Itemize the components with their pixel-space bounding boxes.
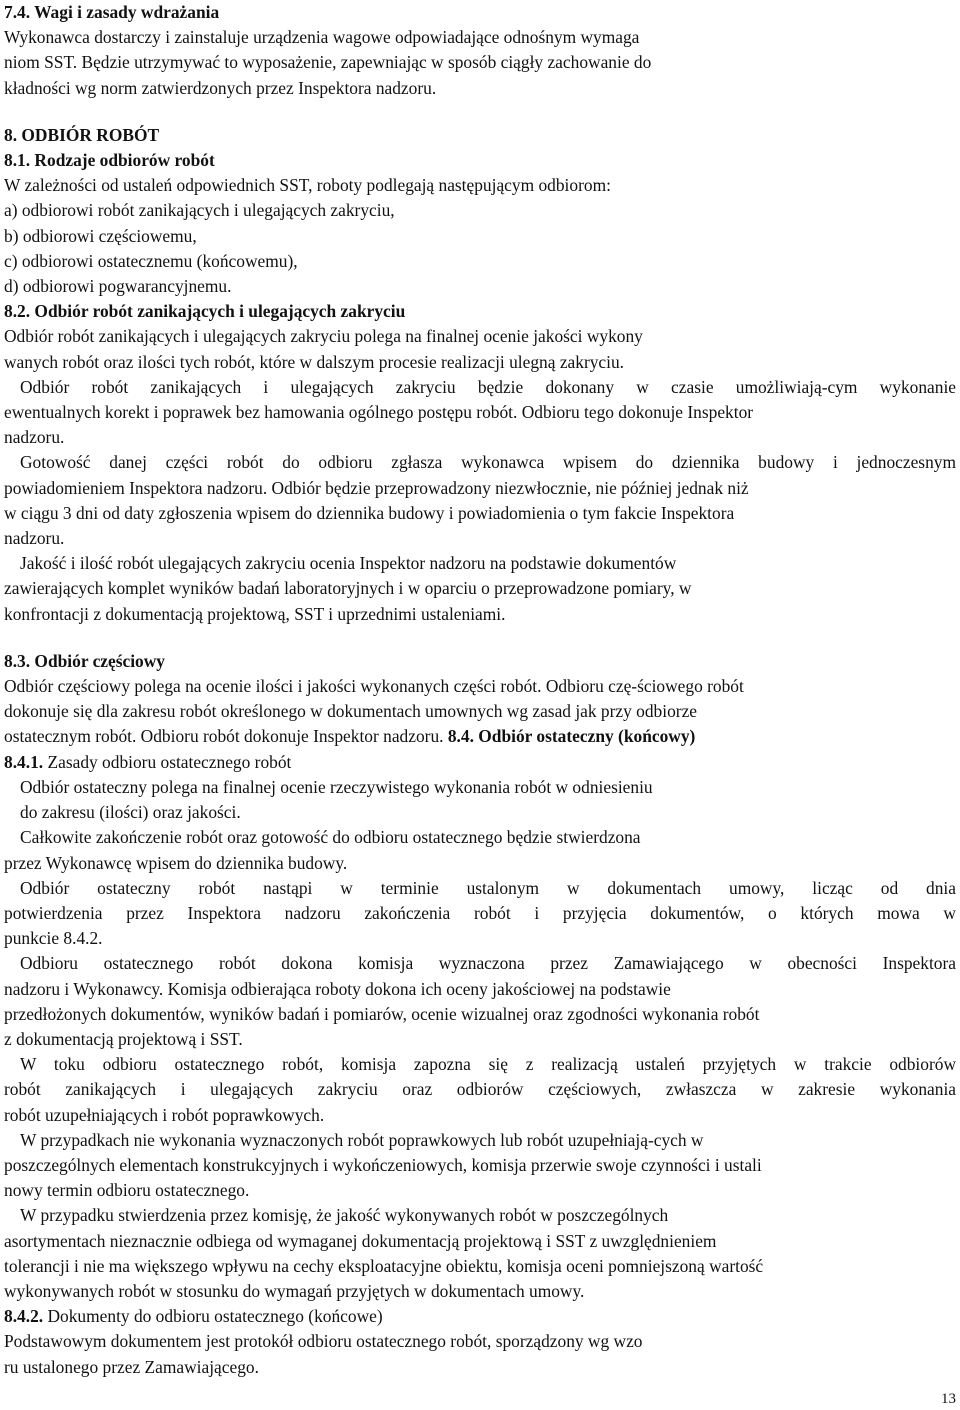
text-line: Odbiór robót zanikających i ulegających zakryciu będzie dokonany w czasie umożliwiają-cym wykonanie	[20, 376, 956, 397]
section-heading: 8.2. Odbiór robót zanikających i ulegających zakryciu	[4, 301, 406, 322]
section-heading: 8.1. Rodzaje odbiorów robót	[4, 150, 215, 171]
text-line: do zakresu (ilości) oraz jakości.	[20, 802, 241, 823]
page-number: 13	[941, 1391, 956, 1407]
text-line: b) odbiorowi częściowemu,	[4, 225, 197, 246]
section-heading: 7.4. Wagi i zasady wdrażania	[4, 2, 220, 22]
text-line: d) odbiorowi pogwarancyjnemu.	[4, 276, 232, 297]
text-line: Podstawowym dokumentem jest protokół odbioru ostatecznego robót, sporządzony wg wzo	[4, 1331, 643, 1352]
text-line: przez Wykonawcę wpisem do dziennika budowy.	[4, 852, 348, 873]
text-line: punkcie 8.4.2.	[4, 928, 103, 949]
text-line: nadzoru.	[4, 427, 65, 448]
text-line: W toku odbioru ostatecznego robót, komisja zapozna się z realizacją ustaleń przyjętych w trakcie odbiorów	[20, 1054, 956, 1075]
text-line: robót zanikających i ulegających zakryciu oraz odbiorów częściowych, zwłaszcza w zakresie wykonania	[4, 1079, 956, 1100]
text-line: Odbiór ostateczny robót nastąpi w terminie ustalonym w dokumentach umowy, licząc od dnia	[20, 877, 956, 898]
text-line: nadzoru.	[4, 528, 65, 549]
text-line: W zależności od ustaleń odpowiednich SST, roboty podlegają następującym odbiorom:	[4, 175, 611, 196]
text-line: Odbiór robót zanikających i ulegających zakryciu polega na finalnej ocenie jakości wykony	[4, 326, 643, 347]
text-line	[4, 750, 956, 775]
text-line: powiadomieniem Inspektora nadzoru. Odbiór będzie przeprowadzony niezwłocznie, nie później jednak niż	[4, 477, 749, 498]
text-line: niom SST. Będzie utrzymywać to wyposażenie, zapewniając w sposób ciągły zachowanie do	[4, 52, 652, 73]
paragraph-gap	[4, 627, 956, 649]
text-line: ru ustalonego przez Zamawiającego.	[4, 1356, 259, 1377]
text-line: ewentualnych korekt i poprawek bez hamowania ogólnego postępu robót. Odbioru tego dokonuje Inspektor	[4, 402, 754, 423]
inline-heading: 8.3. Odbiór częściowy	[4, 650, 166, 671]
text-line: a) odbiorowi robót zanikających i ulegających zakryciu,	[4, 200, 395, 221]
text-line: konfrontacji z dokumentacją projektową, SST i uprzednimi ustaleniami.	[4, 603, 506, 624]
inline-text: Zasady odbioru ostatecznego robót	[47, 751, 292, 772]
inline-heading: 8.4. Odbiór ostateczny (końcowy)	[447, 726, 696, 747]
text-line: nadzoru i Wykonawcy. Komisja odbierająca roboty dokona ich oceny jakościowej na podstawie	[4, 978, 671, 999]
text-line	[4, 724, 956, 749]
text-line: tolerancji i nie ma większego wpływu na cechy eksploatacyjne obiektu, komisja oceni pomniejszoną wartość	[4, 1255, 764, 1276]
text-line: Odbiór ostateczny polega na finalnej ocenie rzeczywistego wykonania robót w odniesieniu	[20, 776, 653, 797]
text-line: zawierających komplet wyników badań laboratoryjnych i w oparciu o przeprowadzone pomiary, w	[4, 578, 692, 599]
text-line	[4, 1304, 956, 1329]
text-line: wykonywanych robót w stosunku do wymagań przyjętych w dokumentach umowy.	[4, 1280, 585, 1301]
text-line: w ciągu 3 dni od daty zgłoszenia wpisem do dziennika budowy i powiadomienia o tym fakcie Inspektora	[4, 502, 735, 523]
text-line: c) odbiorowi ostatecznemu (końcowemu),	[4, 250, 298, 271]
text-line: W przypadku stwierdzenia przez komisję, że jakość wykonywanych robót w poszczególnych	[20, 1205, 669, 1226]
paragraph-gap	[4, 101, 956, 123]
text-line: nowy termin odbioru ostatecznego.	[4, 1180, 250, 1201]
text-line: W przypadkach nie wykonania wyznaczonych robót poprawkowych lub robót uzupełniają-cych w	[20, 1129, 704, 1150]
inline-text: ostatecznym robót. Odbioru robót dokonuje Inspektor nadzoru.	[4, 726, 448, 747]
inline-heading: 8.4.2.	[4, 1306, 48, 1327]
text-line: asortymentach nieznacznie odbiega od wymaganej dokumentacją projektową i SST z uwzględnieniem	[4, 1230, 717, 1251]
text-line: potwierdzenia przez Inspektora nadzoru zakończenia robót i przyjęcia dokumentów, o których mowa w	[4, 902, 956, 923]
text-line: Jakość i ilość robót ulegających zakryciu ocenia Inspektor nadzoru na podstawie dokumentów	[20, 553, 677, 574]
text-line: Odbiór częściowy polega na ocenie ilości i jakości wykonanych części robót. Odbioru czę-ściowego robót	[4, 676, 744, 697]
text-line: z dokumentacją projektową i SST.	[4, 1028, 243, 1049]
text-line: kładności wg norm zatwierdzonych przez Inspektora nadzoru.	[4, 77, 437, 98]
document-page	[4, 0, 956, 1380]
text-line: dokonuje się dla zakresu robót określonego w dokumentach umownych wg zasad jak przy odbiorze	[4, 701, 698, 722]
section-heading: 8. ODBIÓR ROBÓT	[4, 124, 160, 145]
text-line: Wykonawca dostarczy i zainstaluje urządzenia wagowe odpowiadające odnośnym wymaga	[4, 27, 640, 48]
inline-heading: 8.4.1.	[4, 751, 48, 772]
text-line: Gotowość danej części robót do odbioru zgłasza wykonawca wpisem do dziennika budowy i jednoczesnym	[20, 452, 956, 473]
text-line: przedłożonych dokumentów, wyników badań i pomiarów, ocenie wizualnej oraz zgodności wykonania robót	[4, 1003, 760, 1024]
text-line: wanych robót oraz ilości tych robót, które w dalszym procesie realizacji ulegną zakryciu.	[4, 351, 625, 372]
text-line: Odbioru ostatecznego robót dokona komisja wyznaczona przez Zamawiającego w obecności Inspektora	[20, 953, 956, 974]
text-line: robót uzupełniających i robót poprawkowych.	[4, 1104, 325, 1125]
text-line: poszczególnych elementach konstrukcyjnych i wykończeniowych, komisja przerwie swoje czynności i ustali	[4, 1154, 762, 1175]
inline-text: Dokumenty do odbioru ostatecznego (końcowe)	[47, 1306, 383, 1327]
text-line: Całkowite zakończenie robót oraz gotowość do odbioru ostatecznego będzie stwierdzona	[20, 827, 641, 848]
text-line	[4, 649, 956, 674]
